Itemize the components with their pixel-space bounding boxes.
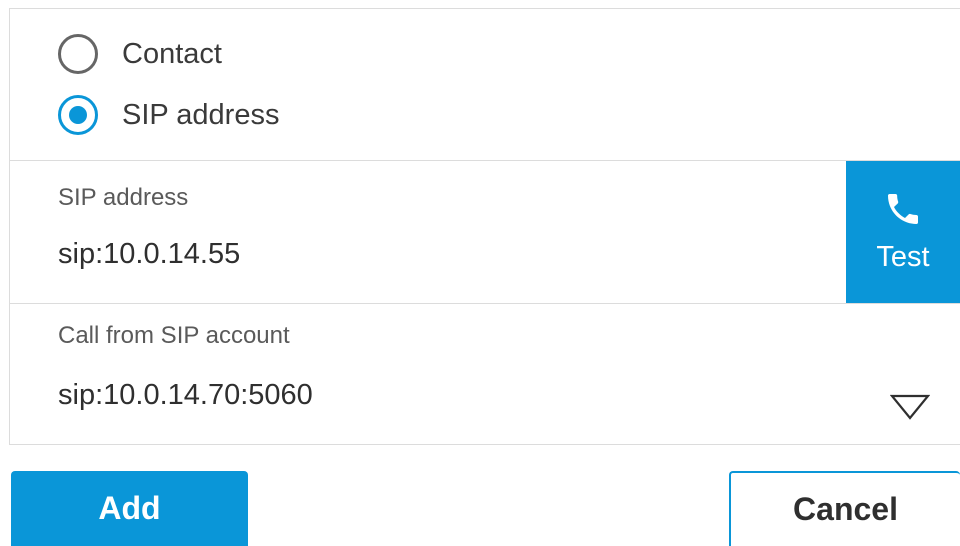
add-button[interactable]: Add bbox=[11, 471, 248, 546]
phone-icon bbox=[883, 189, 923, 229]
radio-unselected-icon[interactable] bbox=[58, 34, 98, 74]
chevron-down-icon[interactable] bbox=[890, 394, 930, 420]
call-from-label: Call from SIP account bbox=[58, 322, 290, 349]
sip-address-input[interactable]: sip:10.0.14.55 bbox=[58, 238, 241, 270]
radio-label-sip-address: SIP address bbox=[122, 98, 280, 131]
test-button-label: Test bbox=[876, 241, 930, 273]
radio-dot-icon bbox=[69, 106, 87, 124]
sip-address-label: SIP address bbox=[58, 184, 189, 211]
test-call-button[interactable] bbox=[846, 161, 960, 303]
call-from-selected-value[interactable]: sip:10.0.14.70:5060 bbox=[58, 379, 313, 411]
radio-option-sip-address[interactable] bbox=[58, 92, 279, 138]
radio-option-contact[interactable] bbox=[58, 31, 222, 77]
add-participant-form bbox=[9, 8, 960, 445]
call-from-sip-account-dropdown[interactable] bbox=[10, 304, 960, 445]
sip-address-field[interactable] bbox=[10, 161, 960, 304]
radio-label-contact: Contact bbox=[122, 37, 222, 70]
cancel-button[interactable]: Cancel bbox=[729, 471, 960, 546]
radio-selected-icon[interactable] bbox=[58, 95, 98, 135]
destination-type-radio-group bbox=[10, 9, 960, 161]
